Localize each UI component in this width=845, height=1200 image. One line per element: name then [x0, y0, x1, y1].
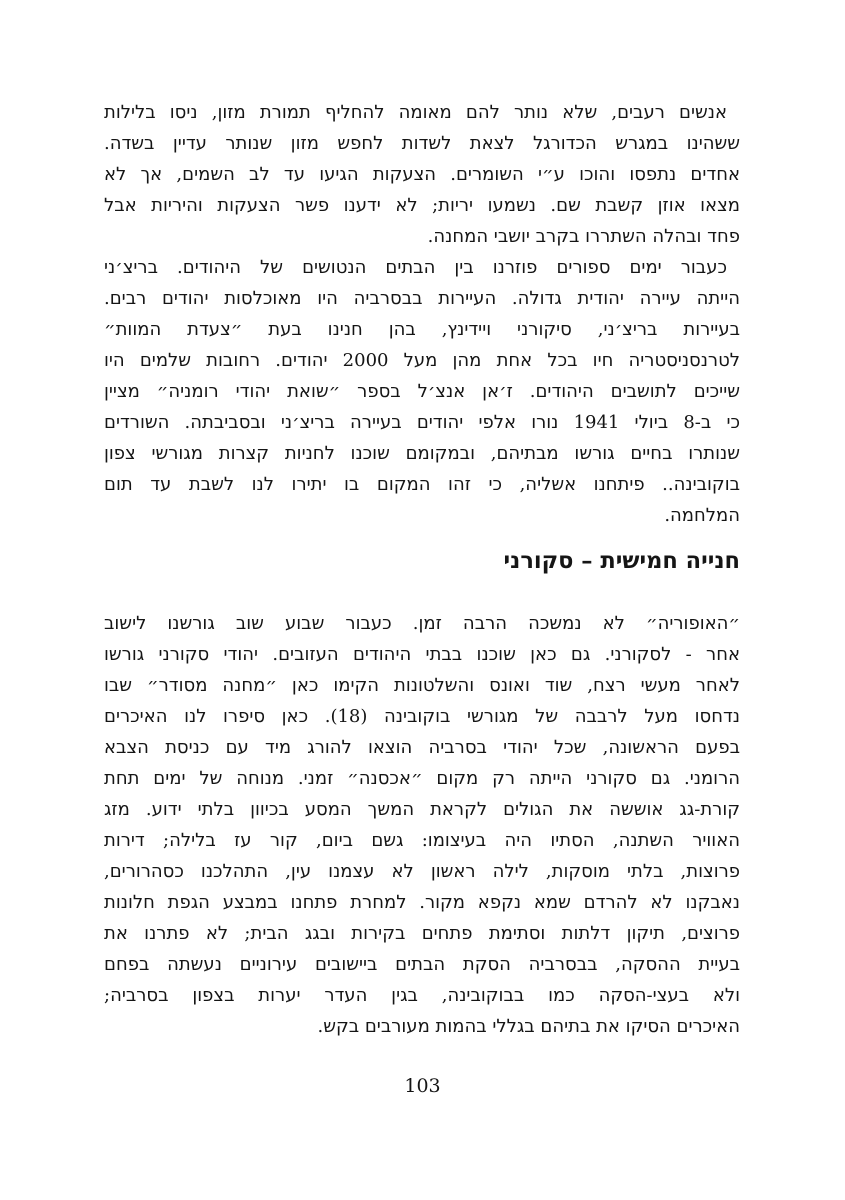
text-line: הרומני. גם סקורני הייתה רק מקום ״אכסנה״ זמני. מנוחה של ימים תחת	[104, 768, 740, 789]
text-line: אחדים נתפסו והוכו ע״י השומרים. הצעקות הגיעו עד לב השמים, אך לא	[104, 164, 740, 185]
text-line: ששהינו במגרש הכדורגל לצאת לשדות לחפש מזון שנותר עדיין בשדה.	[104, 133, 740, 154]
text-line: נאבקנו לא להרדם שמא נקפא מקור. למחרת פתחנו במבצע הגפת חלונות	[104, 892, 740, 913]
paragraph-3	[104, 608, 740, 1042]
text-line: בוקובינה.. פיתחנו אשליה, כי זהו המקום בו יתירו לנו לשבת עד תום	[104, 474, 740, 495]
text-line: אנשים רעבים, שלא נותר להם מאומה להחליף תמורת מזון, ניסו בלילות	[104, 102, 727, 123]
page-number: 103	[404, 1075, 441, 1097]
section-heading: חנייה חמישית – סקורני	[503, 548, 740, 574]
text-line: פרוצים, תיקון דלתות וסתימת פתחים בקירות ובגג הבית; לא פתרנו את	[104, 923, 740, 944]
text-line: אחר - לסקורני. גם כאן שוכנו בבתי היהודים העזובים. יהודי סקורני גורשו	[104, 644, 740, 665]
paragraph-1	[104, 97, 740, 252]
text-line: הייתה עיירה יהודית גדולה. העיירות בבסרביה היו מאוכלסות יהודים רבים.	[104, 288, 740, 309]
text-line: פחד ובהלה השתררו בקרב יושבי המחנה.	[427, 226, 740, 247]
text-line: לאחר מעשי רצח, שוד ואונס והשלטונות הקימו כאן ״מחנה מסודר״ שבו	[104, 675, 740, 696]
text-line: לטרנסניסטריה חיו בכל אחת מהן מעל 2000 יהודים. רחובות שלמים היו	[104, 350, 740, 371]
text-line: פרוצות, בלתי מוסקות, לילה ראשון לא עצמנו עין, התהלכנו כסהרורים,	[104, 861, 740, 882]
text-line: המלחמה.	[664, 505, 740, 526]
text-line: כעבור ימים ספורים פוזרנו בין הבתים הנטושים של היהודים. בריצ׳ני	[104, 257, 727, 278]
text-line: בפעם הראשונה, שכל יהודי בסרביה הוצאו להורג מיד עם כניסת הצבא	[104, 737, 740, 758]
text-line: נדחסו מעל לרבבה של מגורשי בוקובינה (18). כאן סיפרו לנו האיכרים	[104, 706, 740, 727]
text-line: שנותרו בחיים גורשו מבתיהם, ובמקומם שוכנו לחניות קצרות מגורשי צפון	[104, 443, 740, 464]
text-line: מצאו אוזן קשבת שם. נשמעו יריות; לא ידענו פשר הצעקות והיריות אבל	[104, 195, 740, 216]
text-line: בעיירות בריצ׳ני, סיקורני ויידינץ, בהן חנינו בעת ״צעדת המוות״	[104, 319, 740, 340]
text-line: האוויר השתנה, הסתיו היה בעיצומו: גשם ביום, קור עז בלילה; דירות	[104, 830, 740, 851]
text-line: ולא בעצי-הסקה כמו בבוקובינה, בגין העדר יערות בצפון בסרביה;	[104, 985, 740, 1006]
text-line: קורת-גג אוששה את הגולים לקראת המשך המסע בכיוון בלתי ידוע. מזג	[104, 799, 740, 820]
paragraph-2	[104, 252, 740, 531]
text-line: ״האופוריה״ לא נמשכה הרבה זמן. כעבור שבוע שוב גורשנו לישוב	[104, 613, 740, 634]
text-block	[104, 97, 740, 1042]
text-line: שייכים לתושבים היהודים. ז׳אן אנצ׳ל בספר ״שואת יהודי רומניה״ מציין	[104, 381, 740, 402]
text-line: האיכרים הסיקו את בתיהם בגללי בהמות מעורבים בקש.	[317, 1016, 740, 1037]
text-line: בעיית ההסקה, בבסרביה הסקת הבתים ביישובים עירוניים נעשתה בפחם	[104, 954, 740, 975]
text-line: כי ב-8 ביולי 1941 נורו אלפי יהודים בעיירה בריצ׳ני ובסביבתה. השורדים	[104, 412, 740, 433]
